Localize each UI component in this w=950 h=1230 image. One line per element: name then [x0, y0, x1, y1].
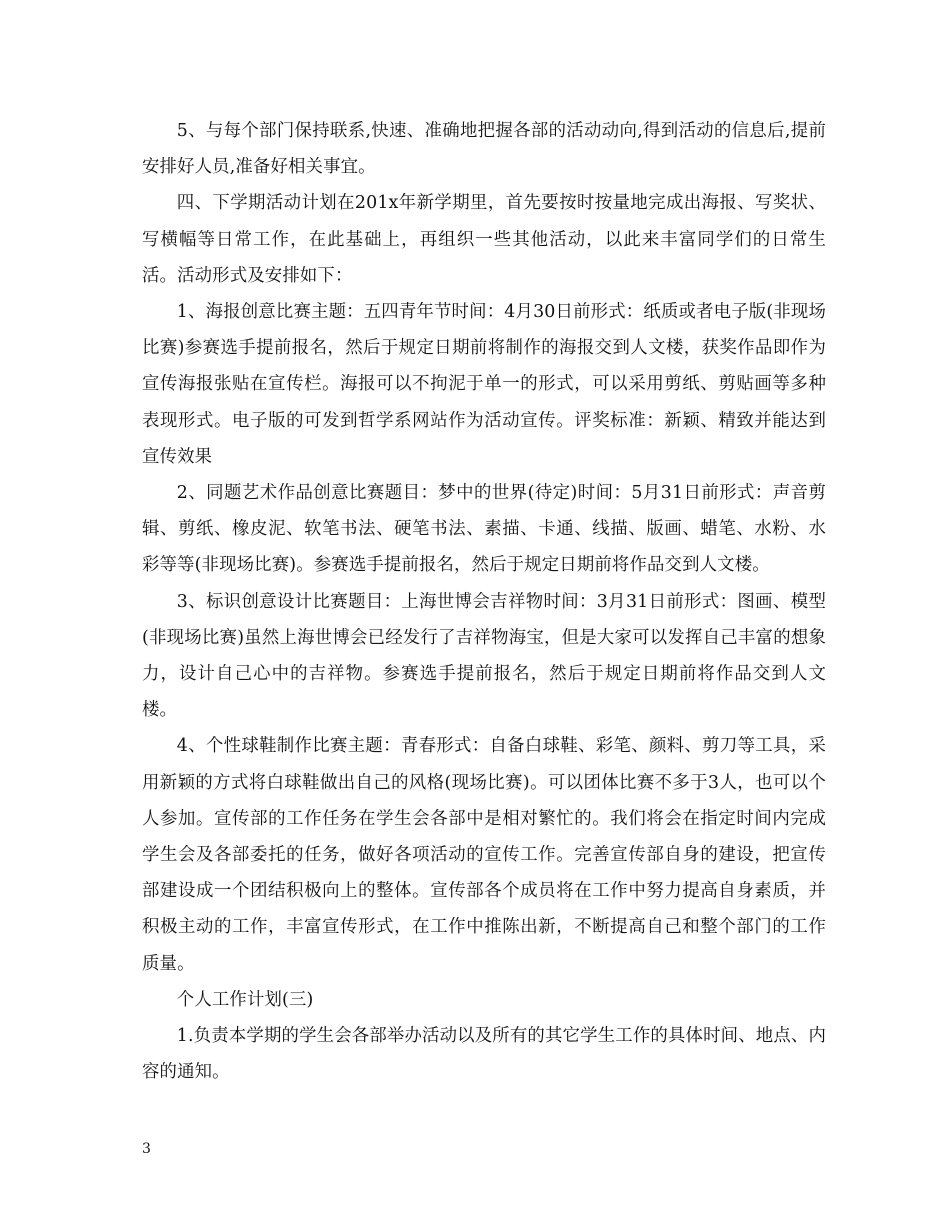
section-heading-personal-plan: 个人工作计划(三) — [176, 989, 314, 1010]
paragraph-notification-duty: 1.负责本学期的学生会各部举办活动以及所有的其它学生工作的具体时间、地点、内容的通知。 — [142, 1026, 826, 1083]
page-number: 3 — [142, 1141, 151, 1157]
paragraph-sneaker-contest: 4、个性球鞋制作比赛主题：青春形式：自备白球鞋、彩笔、颜料、剪刀等工具，采用新颖的方式将白球鞋做出自己的风格(现场比赛)。可以团体比赛不多于3人，也可以个人参加。宣传部的工作任务在学生会各部中是相对繁忙的。我们将会在指定时间内完成学生会及各部委托的任务，做好各项活动的宣传工作。完善宣传部自身的建设，把宣传部建设成一个团结积极向上的整体。宣传部各个成员将在工作中努力提高自身素质，并积极主动的工作，丰富宣传形式，在工作中推陈出新，不断提高自己和整个部门的工作质量。 — [142, 736, 826, 974]
paragraph-logo-design-contest: 3、标识创意设计比赛题目：上海世博会吉祥物时间：3月31日前形式：图画、模型(非现场比赛)虽然上海世博会已经发行了吉祥物海宝，但是大家可以发挥自己丰富的想象力，设计自己心中的吉祥物。参赛选手提前报名，然后于规定日期前将作品交到人文楼。 — [142, 591, 826, 721]
paragraph-department-contact: 5、与每个部门保持联系,快速、准确地把握各部的活动动向,得到活动的信息后,提前安排好人员,准备好相关事宜。 — [142, 121, 826, 178]
paragraph-next-semester-plan: 四、下学期活动计划在201x年新学期里，首先要按时按量地完成出海报、写奖状、写横幅等日常工作，在此基础上，再组织一些其他活动，以此来丰富同学们的日常生活。活动形式及安排如下： — [142, 193, 826, 286]
paragraph-art-contest: 2、同题艺术作品创意比赛题目：梦中的世界(待定)时间：5月31日前形式：声音剪辑、剪纸、橡皮泥、软笔书法、硬笔书法、素描、卡通、线描、版画、蜡笔、水粉、水彩等等(非现场比赛)。参赛选手提前报名，然后于规定日期前将作品交到人文楼。 — [142, 483, 826, 576]
document-body — [142, 113, 826, 1090]
paragraph-poster-contest: 1、海报创意比赛主题：五四青年节时间：4月30日前形式：纸质或者电子版(非现场比赛)参赛选手提前报名，然后于规定日期前将制作的海报交到人文楼，获奖作品即作为宣传海报张贴在宣传栏。海报可以不拘泥于单一的形式，可以采用剪纸、剪贴画等多种表现形式。电子版的可发到哲学系网站作为活动宣传。评奖标准：新颖、精致并能达到宣传效果 — [142, 302, 826, 467]
